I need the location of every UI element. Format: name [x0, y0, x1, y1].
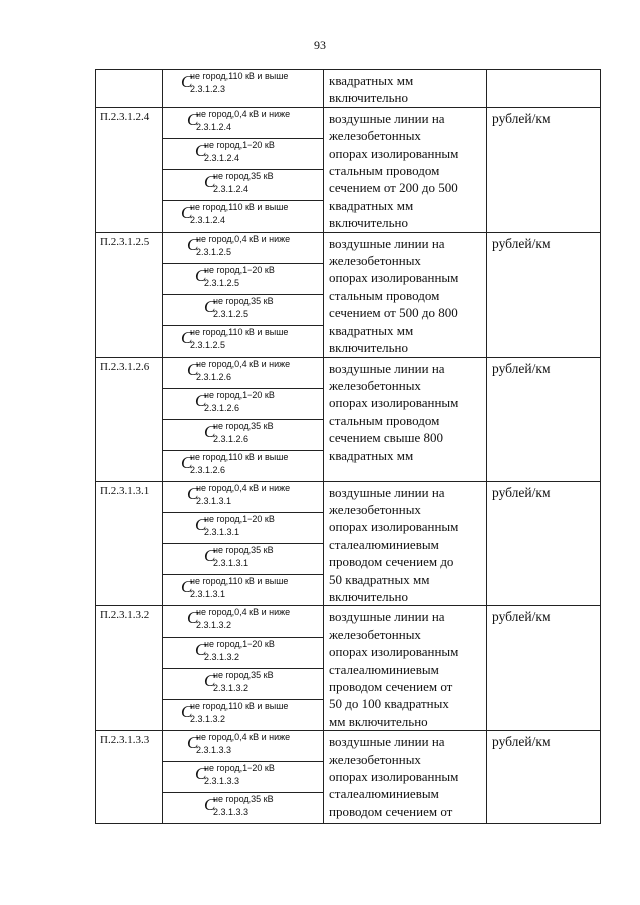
symbol-subscript: 2.3.1.2.5	[196, 246, 232, 257]
unit-cell: рублей/км	[487, 232, 601, 357]
tariff-symbol	[163, 70, 323, 100]
voltage-variant-cell	[163, 793, 324, 824]
symbol-subscript: 2.3.1.2.6	[196, 371, 232, 382]
symbol-letter: C	[204, 172, 216, 192]
unit-cell	[487, 70, 601, 108]
symbol-subscript: 2.3.1.2.3	[190, 84, 226, 94]
symbol-letter: C	[187, 359, 199, 379]
unit-cell: рублей/км	[487, 357, 601, 481]
voltage-variant-cell	[163, 139, 324, 170]
symbol-letter: C	[187, 733, 199, 753]
symbol-subscript: 2.3.1.2.5	[204, 277, 240, 288]
tariff-symbol	[163, 264, 323, 294]
symbol-letter: C	[195, 639, 207, 659]
symbol-letter: C	[195, 764, 207, 784]
symbol-superscript: не город,35 кВ	[213, 669, 274, 680]
table-row	[96, 731, 601, 762]
voltage-variant-cell	[163, 481, 324, 512]
tariff-symbol	[163, 108, 323, 138]
unit-cell: рублей/км	[487, 107, 601, 232]
tariff-symbol	[163, 170, 323, 200]
voltage-variant-cell	[163, 731, 324, 762]
symbol-superscript: не город,0,4 кВ и ниже	[196, 108, 291, 119]
symbol-superscript: не город,0,4 кВ и ниже	[196, 607, 291, 618]
symbol-subscript: 2.3.1.3.3	[196, 745, 232, 756]
symbol-superscript: не город,110 кВ и выше	[190, 327, 289, 338]
symbol-letter: C	[187, 234, 199, 254]
symbol-letter: C	[187, 483, 199, 503]
symbol-letter: C	[204, 670, 216, 690]
symbol-subscript: 2.3.1.3.1	[213, 557, 249, 568]
voltage-variant-cell	[163, 668, 324, 699]
description-cell: квадратных мм включительно	[324, 70, 487, 108]
voltage-variant-cell	[163, 357, 324, 388]
tariff-symbol	[163, 295, 323, 325]
description-cell: воздушные линии на железобетонных опорах изолированным сталеалюминиевым проводом сечением от	[324, 731, 487, 824]
symbol-subscript: 2.3.1.3.1	[204, 526, 240, 537]
symbol-subscript: 2.3.1.2.4	[190, 215, 226, 226]
tariff-symbol	[163, 139, 323, 169]
symbol-superscript: не город,1−20 кВ	[204, 140, 275, 151]
symbol-superscript: не город,1−20 кВ	[204, 638, 275, 649]
tariff-symbol	[163, 201, 323, 231]
tariff-symbol	[163, 482, 323, 512]
voltage-variant-cell	[163, 107, 324, 138]
tariff-symbol	[163, 606, 323, 636]
symbol-letter: C	[195, 141, 207, 161]
table-body	[96, 70, 601, 824]
symbol-subscript: 2.3.1.2.4	[196, 121, 232, 132]
symbol-subscript: 2.3.1.3.1	[190, 589, 226, 600]
tariff-symbol	[163, 793, 323, 823]
code-cell: П.2.3.1.2.5	[96, 232, 163, 357]
symbol-superscript: не город,1−20 кВ	[204, 264, 275, 275]
symbol-letter: C	[181, 328, 193, 348]
code-cell: П.2.3.1.3.2	[96, 606, 163, 731]
symbol-superscript: не город,110 кВ и выше	[190, 451, 289, 462]
symbol-letter: C	[181, 452, 193, 472]
tariff-symbol	[163, 451, 323, 481]
symbol-superscript: не город,35 кВ	[213, 420, 274, 431]
symbol-letter: C	[195, 390, 207, 410]
table-row-continuation	[96, 70, 601, 108]
symbol-letter: C	[204, 795, 216, 815]
tariff-symbol	[163, 700, 323, 730]
code-cell: П.2.3.1.3.3	[96, 731, 163, 824]
unit-cell: рублей/км	[487, 731, 601, 824]
table-row	[96, 357, 601, 388]
symbol-subscript: 2.3.1.2.6	[213, 433, 249, 444]
symbol-subscript: 2.3.1.3.3	[213, 807, 249, 818]
description-cell: воздушные линии на железобетонных опорах изолированным стальным проводом сечением от 500 до 800 квадратных мм включительно	[324, 232, 487, 357]
symbol-superscript: не город,0,4 кВ и ниже	[196, 482, 291, 493]
symbol-superscript: не город,1−20 кВ	[204, 763, 275, 774]
symbol-superscript: не город,110 кВ и выше	[190, 71, 289, 81]
symbol-superscript: не город,0,4 кВ и ниже	[196, 233, 291, 244]
table-row	[96, 481, 601, 512]
symbol-subscript: 2.3.1.3.3	[204, 776, 240, 787]
tariff-symbol	[163, 669, 323, 699]
voltage-variant-cell	[163, 512, 324, 543]
tariff-symbol	[163, 513, 323, 543]
symbol-letter: C	[195, 265, 207, 285]
tariff-symbol	[163, 389, 323, 419]
voltage-variant-cell	[163, 419, 324, 450]
symbol-superscript: не город,110 кВ и выше	[190, 202, 289, 213]
symbol-superscript: не город,35 кВ	[213, 171, 274, 182]
voltage-variant-cell	[163, 450, 324, 481]
symbol-subscript: 2.3.1.2.5	[190, 340, 226, 351]
page-number: 93	[314, 38, 326, 52]
tariff-symbol	[163, 638, 323, 668]
voltage-variant-cell	[163, 699, 324, 730]
symbol-superscript: не город,110 кВ и выше	[190, 700, 289, 711]
symbol-subscript: 2.3.1.2.6	[204, 402, 240, 413]
table-row	[96, 606, 601, 637]
code-cell	[96, 70, 163, 108]
voltage-variant-cell	[163, 762, 324, 793]
symbol-superscript: не город,35 кВ	[213, 296, 274, 307]
unit-cell: рублей/км	[487, 481, 601, 606]
description-cell: воздушные линии на железобетонных опорах изолированным сталеалюминиевым проводом сечением до 50 квадратных мм включительно	[324, 481, 487, 606]
tariff-symbol	[163, 762, 323, 792]
tariff-symbol	[163, 233, 323, 263]
voltage-variant-cell	[163, 388, 324, 419]
tariff-symbol	[163, 575, 323, 605]
voltage-variant-cell	[163, 637, 324, 668]
symbol-letter: C	[181, 577, 193, 597]
symbol-subscript: 2.3.1.3.1	[196, 495, 232, 506]
symbol-letter: C	[204, 297, 216, 317]
symbol-letter: C	[187, 109, 199, 129]
symbol-subscript: 2.3.1.2.4	[213, 184, 249, 195]
tariff-symbol	[163, 731, 323, 761]
voltage-variant-cell	[163, 295, 324, 326]
symbol-subscript: 2.3.1.3.2	[204, 651, 240, 662]
symbol-subscript: 2.3.1.3.2	[190, 713, 226, 724]
symbol-superscript: не город,1−20 кВ	[204, 513, 275, 524]
symbol-letter: C	[181, 701, 193, 721]
voltage-variant-cell	[163, 201, 324, 232]
symbol-letter: C	[204, 421, 216, 441]
voltage-variant-cell	[163, 170, 324, 201]
symbol-letter: C	[181, 72, 193, 91]
symbol-superscript: не город,35 кВ	[213, 794, 274, 805]
voltage-variant-cell	[163, 263, 324, 294]
symbol-superscript: не город,0,4 кВ и ниже	[196, 732, 291, 743]
unit-cell: рублей/км	[487, 606, 601, 731]
symbol-subscript: 2.3.1.2.4	[204, 153, 240, 164]
code-cell: П.2.3.1.3.1	[96, 481, 163, 606]
symbol-subscript: 2.3.1.3.2	[213, 682, 249, 693]
voltage-variant-cell	[163, 70, 324, 108]
symbol-subscript: 2.3.1.3.2	[196, 620, 232, 631]
code-cell: П.2.3.1.2.4	[96, 107, 163, 232]
symbol-letter: C	[181, 203, 193, 223]
table-row	[96, 232, 601, 263]
symbol-superscript: не город,35 кВ	[213, 544, 274, 555]
description-cell: воздушные линии на железобетонных опорах изолированным сталеалюминиевым проводом сечением от 50 до 100 квадратных мм включительно	[324, 606, 487, 731]
voltage-variant-cell	[163, 326, 324, 357]
tariff-table	[95, 69, 601, 824]
voltage-variant-cell	[163, 543, 324, 574]
description-cell: воздушные линии на железобетонных опорах изолированным стальным проводом сечением свыше 800 квадратных мм	[324, 357, 487, 481]
symbol-superscript: не город,110 кВ и выше	[190, 576, 289, 587]
code-cell: П.2.3.1.2.6	[96, 357, 163, 481]
symbol-letter: C	[204, 545, 216, 565]
symbol-superscript: не город,0,4 кВ и ниже	[196, 358, 291, 369]
symbol-superscript: не город,1−20 кВ	[204, 389, 275, 400]
tariff-symbol	[163, 544, 323, 574]
table-row	[96, 107, 601, 138]
symbol-subscript: 2.3.1.2.5	[213, 309, 249, 320]
symbol-letter: C	[187, 608, 199, 628]
voltage-variant-cell	[163, 575, 324, 606]
voltage-variant-cell	[163, 606, 324, 637]
tariff-symbol	[163, 326, 323, 356]
tariff-symbol	[163, 420, 323, 450]
description-cell: воздушные линии на железобетонных опорах изолированным стальным проводом сечением от 200 до 500 квадратных мм включительно	[324, 107, 487, 232]
symbol-letter: C	[195, 514, 207, 534]
voltage-variant-cell	[163, 232, 324, 263]
tariff-symbol	[163, 358, 323, 388]
symbol-subscript: 2.3.1.2.6	[190, 464, 226, 475]
